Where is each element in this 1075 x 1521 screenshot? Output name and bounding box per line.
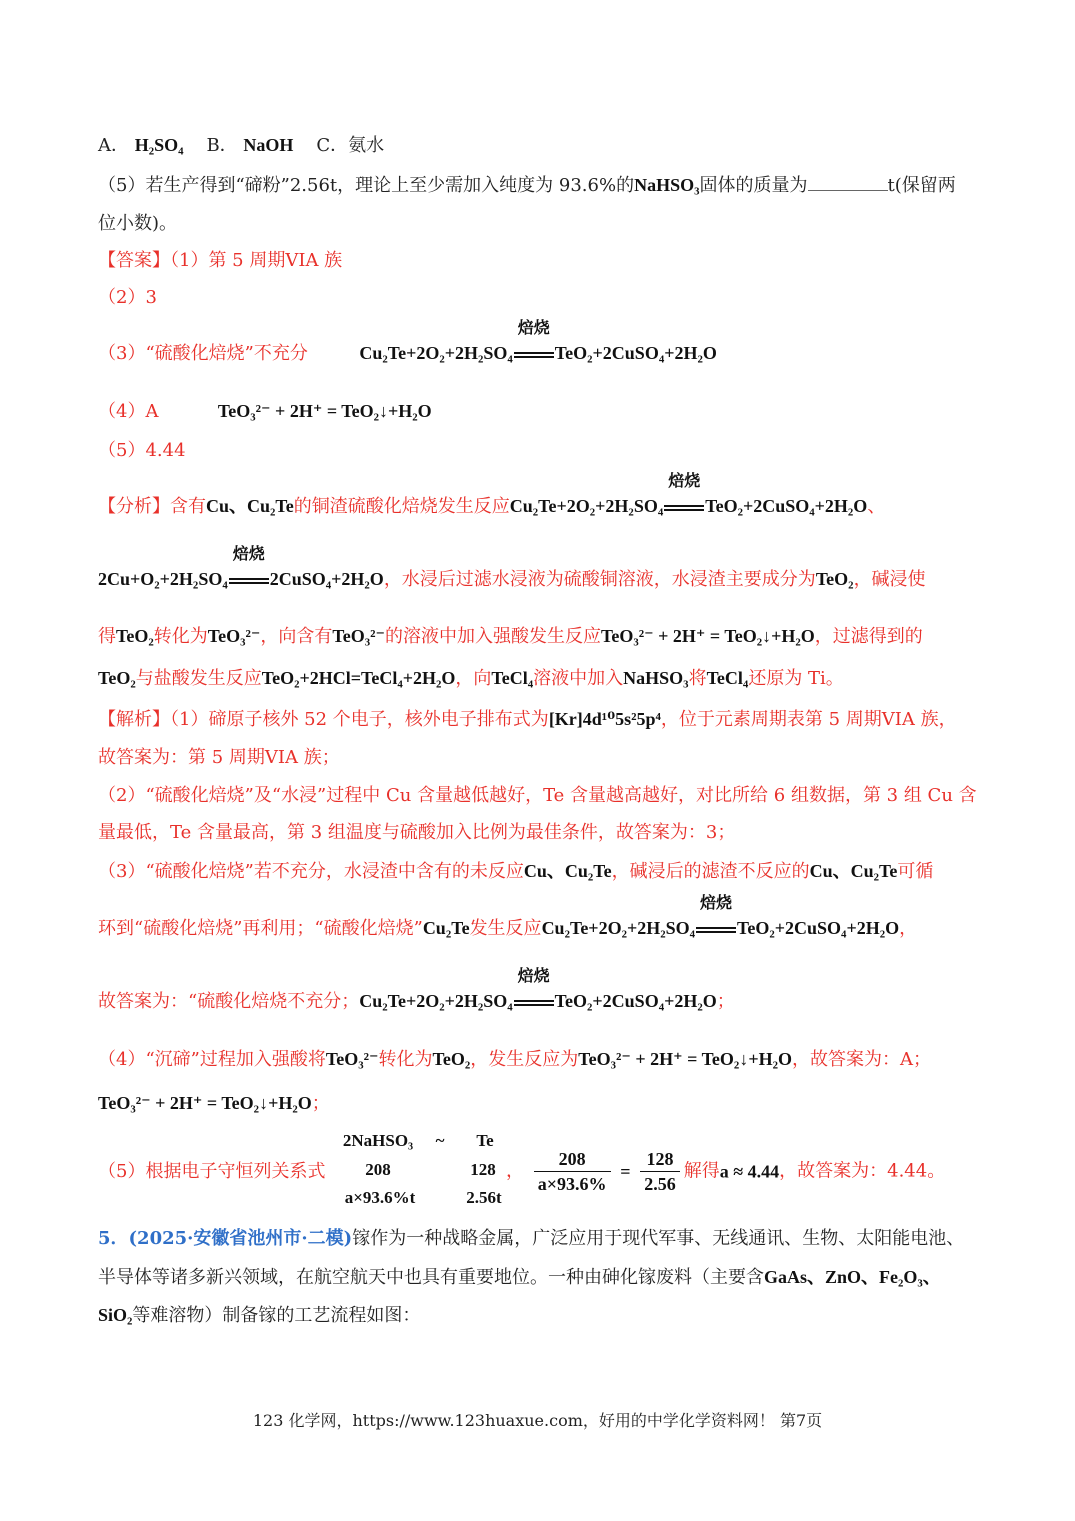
roast-arrow: 焙烧	[514, 340, 554, 366]
answer-3: （3）“硫酸化焙烧”不充分 Cu₂Te+2O₂+2H₂SO₄ 焙烧 TeO₂+2CuSO₄+2H₂O	[98, 320, 717, 364]
option-c: C．氨水	[316, 135, 385, 156]
solution-line1: 【解析】（1）碲原子核外 52 个电子，核外电子排布式为[Kr]4d¹⁰5s²5p⁴，位于元素周期表第 5 周期VIA 族，	[98, 709, 957, 730]
solution-line10: （5）根据电子守恒列关系式	[98, 1161, 326, 1182]
relation-col1-row1: 2NaHSO₃	[342, 1131, 414, 1150]
relation-col2-row2: 128	[470, 1160, 496, 1179]
solution-line8: （4）“沉碲”过程加入强酸将TeO₃²⁻转化为TeO₂，发生反应为TeO₃²⁻ + 2H⁺ = TeO₂↓+H₂O，故答案为：A；	[98, 1049, 931, 1070]
question-5-line1: （5）若生产得到“碲粉”2.56t，理论上至少需加入纯度为 93.6%的NaHSO₃固体的质量为 t(保留两	[98, 175, 956, 196]
solution-line4: 量最低，Te 含量最高，第 3 组温度与硫酸加入比例为最佳条件，故答案为：3；	[98, 822, 736, 843]
solution-line6: 环到“硫酸化焙烧”再利用；“硫酸化焙烧”Cu₂Te发生反应Cu₂Te+2O₂+2H₂SO₄ 焙烧 TeO₂+2CuSO₄+2H₂O，	[98, 895, 918, 939]
next-question-number: 5．(2025·安徽省池州市·二模)	[98, 1228, 353, 1249]
answer-2: （2）3	[98, 287, 157, 308]
page-footer: 123 化学网，https://www.123huaxue.com，好用的中学化学资料网！ 第7页	[252, 1411, 823, 1430]
solution-line7: 故答案为：“硫酸化焙烧不充分；Cu₂Te+2O₂+2H₂SO₄ 焙烧 TeO₂+2CuSO₄+2H₂O；	[98, 968, 735, 1012]
answer-blank	[808, 174, 888, 191]
next-question-line3: SiO₂等难溶物）制备镓的工艺流程如图：	[98, 1305, 421, 1326]
solution-line2: 故答案为：第 5 周期VIA 族；	[98, 747, 340, 768]
relation-col2-row1: Te	[476, 1131, 494, 1150]
question-5-line2: 位小数)。	[98, 213, 178, 234]
solution-line5: （3）“硫酸化焙烧”若不充分，水浸渣中含有的未反应Cu、Cu₂Te，碱浸后的滤渣不反应的Cu、Cu₂Te可循	[98, 861, 934, 882]
relation-col1-row3: a×93.6%t	[344, 1188, 416, 1207]
fraction-1: $\frac{208}{a\times 93.6\%}$	[534, 1147, 611, 1196]
analysis-line2: 2Cu+O₂+2H₂SO₄ 焙烧 2CuSO₄+2H₂O，水浸后过滤水浸液为硫酸铜溶液，水浸渣主要成分为TeO₂，碱浸使	[98, 546, 926, 590]
analysis-line4: TeO₂与盐酸发生反应TeO₂+2HCl=TeCl₄+2H₂O，向TeCl₄溶液中加入NaHSO₃将TeCl₄还原为 Ti。	[98, 668, 844, 689]
analysis-line3: 得TeO₂转化为TeO₃²⁻，向含有TeO₃²⁻的溶液中加入强酸发生反应TeO₃²⁻ + 2H⁺ = TeO₂↓+H₂O，过滤得到的	[98, 626, 923, 647]
answer-label: 【答案】	[98, 250, 170, 271]
options-line	[98, 132, 384, 159]
option-a-value: H₂SO₄	[134, 135, 184, 155]
next-question-line1: 5．(2025·安徽省池州市·二模)镓作为一种战略金属，广泛应用于现代军事、无线通讯、生物、太阳能电池、	[98, 1228, 965, 1249]
solution-line3: （2）“硫酸化焙烧”及“水浸”过程中 Cu 含量越低越好，Te 含量越高越好，对比所给 6 组数据，第 3 组 Cu 含	[98, 785, 977, 806]
relation-tilde: ~	[435, 1131, 445, 1150]
solution-line9: TeO₃²⁻ + 2H⁺ = TeO₂↓+H₂O；	[98, 1093, 330, 1114]
answer-5: （5）4.44	[98, 440, 186, 461]
next-question-line2: 半导体等诸多新兴领域，在航空航天中也具有重要地位。一种由砷化镓废料（主要含GaAs、ZnO、Fe₂O₃、	[98, 1267, 941, 1288]
relation-col1-row2: 208	[365, 1160, 391, 1179]
fraction-2: $\frac{128}{2.56}$	[640, 1147, 680, 1196]
solution-label: 【解析】	[98, 709, 170, 730]
answer-4: （4）A TeO₃²⁻ + 2H⁺ = TeO₂↓+H₂O	[98, 401, 432, 422]
solution-fraction-line: ， $\frac{208}{a\times 93.6\%}$ = $\frac{128}{2.56}$ 解得a ≈ 4.44，故答案为：4.44。	[506, 1149, 946, 1194]
option-b: B．	[206, 135, 238, 156]
relation-col2-row3: 2.56t	[466, 1188, 502, 1207]
analysis-label: 【分析】	[98, 496, 170, 517]
option-b-value: NaOH	[243, 135, 294, 155]
option-a: A．	[98, 135, 129, 156]
answer-1: 【答案】（1）第 5 周期VIA 族	[98, 250, 343, 271]
analysis-line1: 【分析】含有Cu、Cu₂Te的铜渣硫酸化焙烧发生反应Cu₂Te+2O₂+2H₂SO₄ 焙烧 TeO₂+2CuSO₄+2H₂O、	[98, 473, 886, 517]
